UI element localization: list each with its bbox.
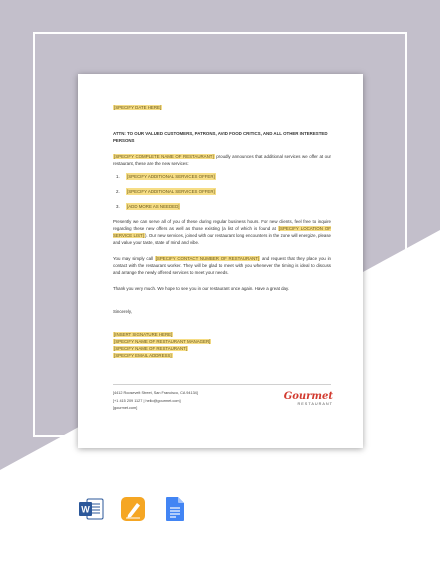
intro-paragraph [113,153,331,167]
restaurant-name-placeholder: [SPECIFY COMPLETE NAME OF RESTAURANT] [114,154,214,159]
paragraph-text: and request that they place you in contact with the restaurant worker. They will be glad to meet with you whenever the timing is ideal to discuss and arrange the newly offered services to meet your needs. [113,256,331,275]
service-placeholder: [SPECIFY ADDITIONAL SERVICES OFFER] [127,174,215,179]
list-number: 3. [116,204,120,209]
google-docs-icon[interactable] [162,496,188,522]
app-icons [78,496,188,522]
footer-website: [gourmet.com] [113,406,138,410]
svg-text:W: W [81,504,90,515]
footer-phone-email: [+1 415 209 1127 | hello@gourmet.com] [113,398,181,403]
contact-paragraph [113,255,331,276]
thank-you-paragraph: Thank you very much. We hope to see you in our restaurant once again. Have a great day. [113,286,290,291]
footer-divider [113,384,331,385]
footer-address: [4412 Roosevelt Street, San Francisco, CA 94134] [113,391,198,395]
services-paragraph [113,218,331,246]
logo-subtitle: RESTAURANT [297,402,333,406]
logo-name: Gourmet [283,391,333,402]
contact-number-placeholder: [SPECIFY CONTACT NUMBER OF RESTAURANT] [155,256,260,261]
date-placeholder: [SPECIFY DATE HERE] [114,105,162,110]
manager-name-placeholder: [SPECIFY NAME OF RESTAURANT MANAGER] [114,339,211,344]
pages-icon[interactable] [120,496,146,522]
service-list-location-placeholder: [SPECIFY LOCATION OF SERVICE LIST] [113,226,331,238]
paragraph-text: ). Our new services, joined with our restaurant long encounters in the zone will energize, please and value your taste, state of mind and vibe. [113,233,331,245]
word-icon[interactable] [78,496,104,522]
signature-placeholder: [INSERT SIGNATURE HERE] [114,332,173,337]
date-line [113,104,331,111]
restaurant-logo [284,392,333,407]
list-number: 1. [116,174,120,179]
list-item [113,203,331,210]
document-page [78,74,363,448]
restaurant-name-placeholder: [SPECIFY NAME OF RESTAURANT] [114,346,188,351]
service-placeholder: [ADD MORE AS NEEDED] [127,204,180,209]
service-placeholder: [SPECIFY ADDITIONAL SERVICES OFFER] [127,189,215,194]
list-item [113,188,331,195]
paragraph-text: You may simply call [113,256,155,261]
intro-text: proudly announces that additional services we offer at our restaurant, these are the new services: [113,154,331,166]
document-content [113,104,331,359]
attention-line: ATTN: TO OUR VALUED CUSTOMERS, PATRONS, AVID FOOD CRITICS, AND ALL OTHER INTERESTED PERSONS [113,131,328,143]
footer-contact [113,390,198,413]
email-placeholder: [SPECIFY EMAIL ADDRESS] [114,353,172,358]
signature-block [113,331,331,359]
closing-line: Sincerely, [113,309,132,314]
paragraph-text: Presently we can serve all of you of these during regular business hours. For new clients, feel free to inquire regarding these new offers as well as those existing (a list of which is found at [113,219,331,231]
list-item [113,173,331,180]
list-number: 2. [116,189,120,194]
services-list [113,173,331,210]
